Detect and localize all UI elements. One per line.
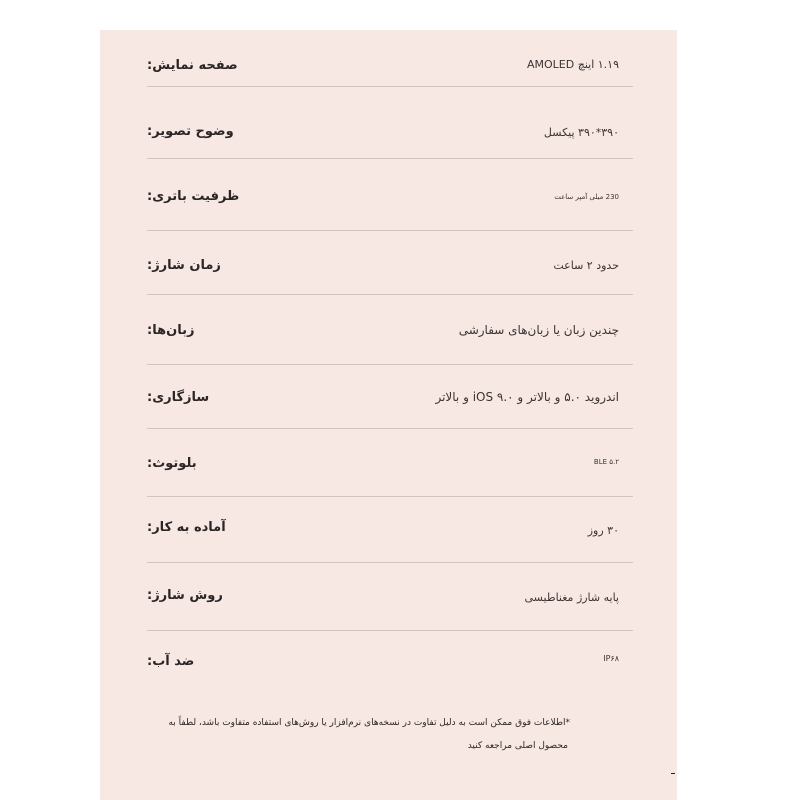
spec-label: ضد آب: — [147, 654, 195, 669]
spec-value: اندروید ۵.۰ و بالاتر و iOS ۹.۰ و بالاتر — [435, 390, 619, 404]
spec-value: چندین زبان یا زبان‌های سفارشی — [458, 323, 619, 337]
spec-label: بلوتوث: — [147, 456, 197, 471]
spec-label: آماده به کار: — [147, 520, 226, 535]
spec-row-languages — [147, 294, 633, 365]
footnote-line-1: *اطلاعات فوق ممکن است به دلیل تفاوت در نسخه‌های نرم‌افزار یا روش‌های استفاده متفاوت باشد، لطفاً به — [168, 718, 570, 728]
spec-label: روش شارژ: — [147, 588, 223, 603]
page-mark — [671, 773, 675, 774]
spec-value: پایه شارژ مغناطیسی — [524, 591, 619, 604]
spec-value: BLE ۵.۲ — [593, 458, 619, 466]
spec-label: زمان شارژ: — [147, 258, 221, 273]
spec-row-charge-method — [147, 562, 633, 631]
spec-row-battery — [147, 158, 633, 231]
spec-row-waterproof — [147, 630, 633, 680]
spec-label: وضوح تصویر: — [147, 124, 234, 139]
spec-row-charge-time — [147, 230, 633, 295]
spec-row-display — [147, 44, 633, 87]
spec-row-bluetooth — [147, 428, 633, 497]
spec-label: صفحه نمایش: — [147, 58, 238, 73]
spec-value: ۱.۱۹ اینچ AMOLED — [527, 58, 619, 71]
footnote — [130, 712, 570, 758]
spec-value: ۳۰ روز — [587, 524, 619, 537]
footnote-line-2: محصول اصلی مراجعه کنید — [467, 741, 568, 751]
spec-label: ظرفیت باتری: — [147, 189, 240, 204]
spec-row-standby — [147, 496, 633, 563]
spec-value: ۳۹۰*۳۹۰ پیکسل — [543, 126, 619, 139]
spec-value: 230 میلی آمپر ساعت — [554, 193, 619, 201]
spec-label: زبان‌ها: — [147, 323, 195, 338]
spec-value: IP۶۸ — [603, 654, 619, 663]
spec-row-resolution — [147, 86, 633, 159]
spec-row-compatibility — [147, 364, 633, 429]
spec-label: سازگاری: — [147, 390, 210, 405]
spec-value: حدود ۲ ساعت — [553, 259, 619, 272]
